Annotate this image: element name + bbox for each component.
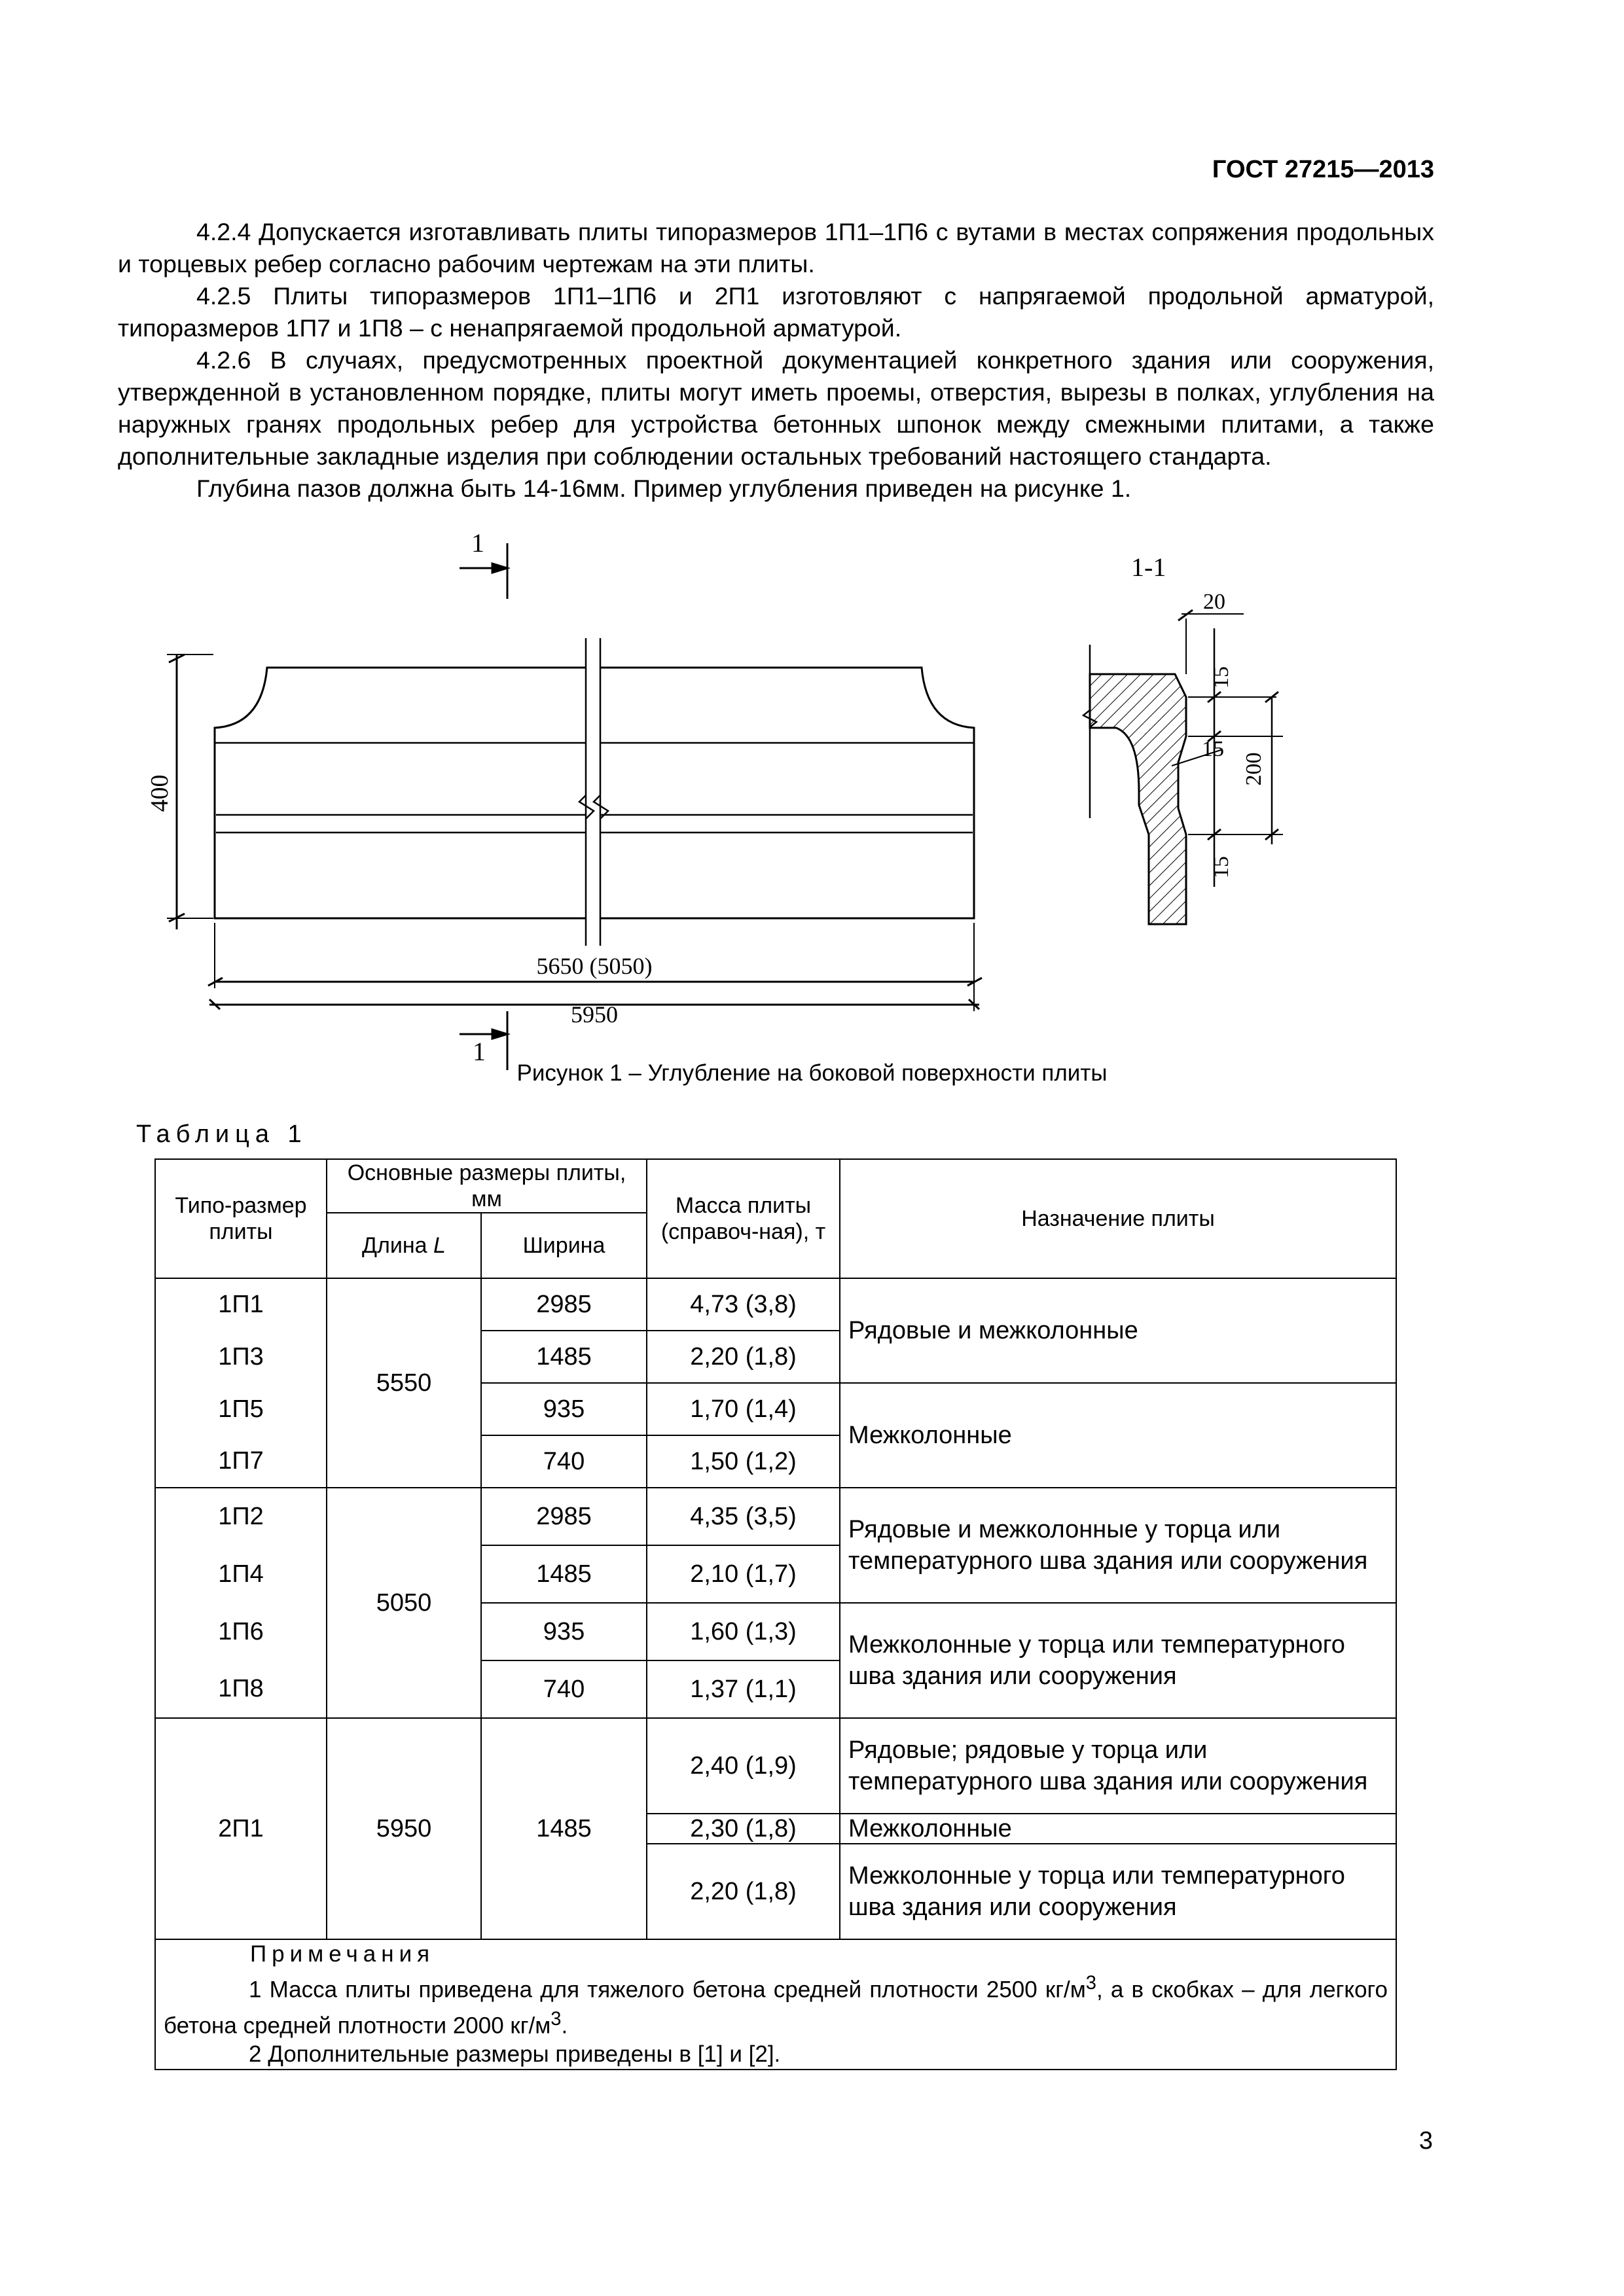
page-number: 3: [1418, 2127, 1433, 2155]
document-header: ГОСТ 27215—2013: [1212, 156, 1434, 183]
dim-15-bottom-label: 15: [1209, 856, 1233, 878]
table-title: Таблица 1: [136, 1121, 308, 1148]
table-row: 2,20 (1,8) Межколонные у торца или температурного шва здания или сооружения: [155, 1844, 1396, 1939]
section-title: 1-1: [1131, 552, 1166, 582]
dim-400-label: 400: [146, 774, 173, 812]
paragraph-4-2-6: 4.2.6 В случаях, предусмотренных проектной документацией конкретного здания или сооружения, утвержденной в установленном порядке, плиты могут иметь проемы, отверстия, вырезы в полках, углубления на наружных гранях продольных ребер для устройства бетонных шпонок между смежными плитами, а также дополнительные закладные изделия при соблюдении остальных требований настоящего стандарта.: [118, 346, 1434, 470]
section-mark-top-label: 1: [471, 528, 484, 558]
table-row: 1П3 1485 2,20 (1,8): [155, 1331, 1396, 1383]
figure-1-drawing: [0, 0, 1624, 1073]
notes-heading: Примечания: [250, 1941, 435, 1967]
dim-200-label: 200: [1242, 752, 1266, 786]
table-row: 1П8 740 1,37 (1,1): [155, 1660, 1396, 1718]
figure-caption: Рисунок 1 – Углубление на боковой поверхности плиты: [516, 1060, 1108, 1086]
header-mass: Масса плиты (справоч-ная), т: [647, 1159, 840, 1278]
section-1-1-profile: [1090, 674, 1186, 924]
table-row: 2П1 5950 1485 2,40 (1,9) Рядовые; рядовые у торца или температурного шва здания или сооружения: [155, 1718, 1396, 1814]
table-row: 1П1 5550 2985 4,73 (3,8) Рядовые и межколонные: [155, 1278, 1396, 1331]
table-1: [154, 1158, 1397, 2070]
table-notes-row: [155, 1939, 1396, 2070]
paragraph-4-2-5: 4.2.5 Плиты типоразмеров 1П1–1П6 и 2П1 изготовляют с напрягаемой продольной арматурой, типоразмеров 1П7 и 1П8 – с ненапрягаемой продольной арматурой.: [118, 282, 1434, 342]
table-row: 1П5 935 1,70 (1,4) Межколонные: [155, 1383, 1396, 1435]
table-row: 1П7 740 1,50 (1,2): [155, 1435, 1396, 1488]
header-type: Типо-размер плиты: [155, 1159, 327, 1278]
header-length: Длина L: [327, 1213, 481, 1278]
note-2: 2 Дополнительные размеры приведены в [1] и [2].: [249, 2041, 781, 2068]
paragraph-groove-depth: Глубина пазов должна быть 14-16мм. Пример углубления приведен на рисунке 1.: [196, 475, 1132, 502]
table-row: 1П2 5050 2985 4,35 (3,5) Рядовые и межколонные у торца или температурного шва здания или сооружения: [155, 1488, 1396, 1545]
dim-5950-label: 5950: [571, 1001, 618, 1028]
header-purpose: Назначение плиты: [840, 1159, 1396, 1278]
note-1: 1 Масса плиты приведена для тяжелого бетона средней плотности 2500 $кг/м^3$, а в скобках – для легкого бетона средней плотности 2000 $кг/м^3$.: [164, 1973, 1388, 2039]
section-mark-bottom-label: 1: [473, 1037, 486, 1066]
dim-5650-label: 5650 (5050): [536, 953, 653, 979]
header-main-dims: Основные размеры плиты, мм: [327, 1159, 647, 1213]
table-row: 2,30 (1,8) Межколонные: [155, 1814, 1396, 1844]
table-row: 1П6 935 1,60 (1,3) Межколонные у торца или температурного шва здания или сооружения: [155, 1603, 1396, 1660]
dim-20-label: 20: [1203, 590, 1225, 614]
header-width: Ширина: [481, 1213, 647, 1278]
table-row: 1П4 1485 2,10 (1,7): [155, 1545, 1396, 1603]
dim-15-mid-label: 15: [1202, 737, 1224, 761]
dim-15-top-label: 15: [1209, 666, 1233, 689]
paragraph-4-2-4: 4.2.4 Допускается изготавливать плиты типоразмеров 1П1–1П6 с вутами в местах сопряжения продольных и торцевых ребер согласно рабочим чертежам на эти плиты.: [118, 218, 1434, 278]
